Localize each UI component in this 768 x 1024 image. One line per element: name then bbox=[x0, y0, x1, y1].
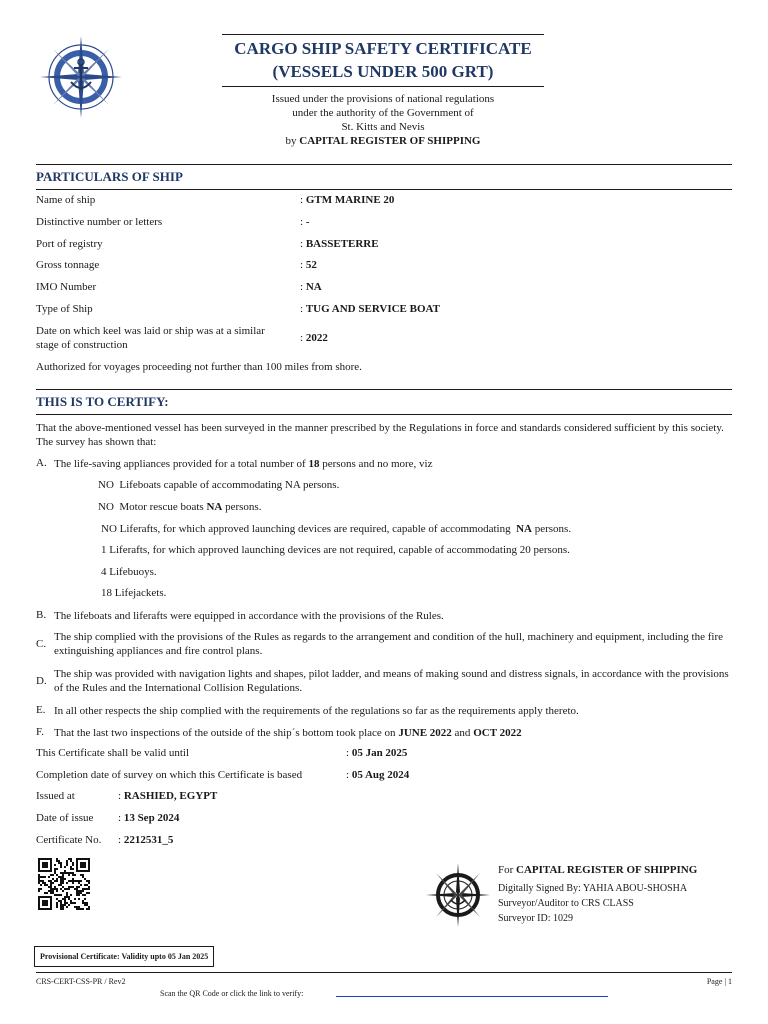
issued-at-label: Issued at bbox=[36, 790, 75, 802]
name-of-ship-label: Name of ship bbox=[36, 194, 96, 206]
issued-line-2: under the authority of the Government of bbox=[292, 107, 474, 119]
keel-date-value: : 2022 bbox=[300, 332, 328, 344]
name-of-ship-value: : GTM MARINE 20 bbox=[300, 194, 395, 206]
particulars-heading: PARTICULARS OF SHIP bbox=[36, 169, 183, 184]
issued-at-value: : RASHIED, EGYPT bbox=[118, 790, 218, 802]
crs-seal-icon bbox=[424, 862, 492, 928]
page-number: Page | 1 bbox=[706, 977, 732, 986]
liferafts-devices-required-line: NO Liferafts, for which approved launching devices are required, capable of accommodating NA persons. bbox=[101, 523, 572, 535]
item-f-letter: F. bbox=[36, 726, 44, 738]
qr-code-icon[interactable] bbox=[38, 858, 90, 910]
footer-rule bbox=[36, 972, 732, 973]
port-of-registry-label: Port of registry bbox=[36, 238, 103, 250]
certificate-title: CARGO SHIP SAFETY CERTIFICATE bbox=[234, 39, 532, 58]
item-a-letter: A. bbox=[36, 457, 47, 469]
item-b-letter: B. bbox=[36, 609, 47, 621]
issued-line-1: Issued under the provisions of national regulations bbox=[271, 93, 495, 105]
divider bbox=[36, 389, 732, 390]
certificate-subtitle: (VESSELS UNDER 500 GRT) bbox=[272, 62, 494, 81]
lifeboats-line: NO Lifeboats capable of accommodating NA persons. bbox=[98, 479, 340, 491]
issued-line-3: St. Kitts and Nevis bbox=[341, 121, 425, 133]
digitally-signed-by: Digitally Signed By: YAHIA ABOU-SHOSHA bbox=[498, 883, 688, 894]
item-f-text: That the last two inspections of the outside of the ship´s bottom took place on JUNE 2022 and OCT 2022 bbox=[54, 727, 522, 739]
surveyor-id: Surveyor ID: 1029 bbox=[498, 913, 573, 924]
item-d-letter: D. bbox=[36, 675, 47, 687]
lifebuoys-line: 4 Lifebuoys. bbox=[101, 566, 157, 578]
valid-until-label: This Certificate shall be valid until bbox=[36, 747, 190, 759]
certificate-number-value: : 2212531_5 bbox=[118, 834, 174, 846]
type-of-ship-label: Type of Ship bbox=[36, 303, 93, 315]
voyage-limit-note: Authorized for voyages proceeding not further than 100 miles from shore. bbox=[36, 361, 362, 373]
divider bbox=[36, 414, 732, 415]
issued-by-line bbox=[220, 134, 546, 148]
gross-tonnage-value: : 52 bbox=[300, 259, 317, 271]
distinctive-number-value: : - bbox=[300, 216, 310, 228]
imo-number-value: : NA bbox=[300, 281, 322, 293]
date-of-issue-label: Date of issue bbox=[36, 812, 94, 824]
issued-by-org: CAPITAL REGISTER OF SHIPPING bbox=[299, 135, 481, 147]
distinctive-number-label: Distinctive number or letters bbox=[36, 216, 163, 228]
lifejackets-line: 18 Lifejackets. bbox=[101, 587, 167, 599]
survey-intro: That the above-mentioned vessel has been surveyed in the manner prescribed by the Regulations in force and standards considered sufficient by this society. The survey has shown that: bbox=[36, 422, 724, 448]
certify-heading: THIS IS TO CERTIFY: bbox=[36, 394, 169, 409]
rescue-boats-line: NO Motor rescue boats NA persons. bbox=[98, 501, 262, 513]
keel-date-label: Date on which keel was laid or ship was at a similar stage of construction bbox=[36, 325, 265, 351]
divider bbox=[36, 164, 732, 165]
provisional-certificate-box: Provisional Certificate: Validity upto 05 Jan 2025 bbox=[34, 946, 214, 967]
item-a-text: The life-saving appliances provided for a total number of 18 persons and no more, viz bbox=[54, 458, 433, 470]
completion-date-value: : 05 Aug 2024 bbox=[346, 769, 410, 781]
title-bottom-rule bbox=[222, 86, 544, 87]
item-c-letter: C. bbox=[36, 638, 47, 650]
item-e-letter: E. bbox=[36, 704, 46, 716]
document-code: CRS-CERT-CSS-PR / Rev2 bbox=[36, 977, 126, 986]
issued-by-prefix: by bbox=[285, 135, 297, 147]
verify-instruction: Scan the QR Code or click the link to verify: bbox=[160, 989, 304, 998]
certificate-number-label: Certificate No. bbox=[36, 834, 102, 846]
date-of-issue-value: : 13 Sep 2024 bbox=[118, 812, 180, 824]
divider bbox=[36, 189, 732, 190]
imo-number-label: IMO Number bbox=[36, 281, 97, 293]
type-of-ship-value: : TUG AND SERVICE BOAT bbox=[300, 303, 440, 315]
gross-tonnage-label: Gross tonnage bbox=[36, 259, 100, 271]
item-c-text: The ship complied with the provisions of the Rules as regards to the arrangement and condition of the hull, machinery and equipment, including the fire extinguishing appliances and fire control plans. bbox=[54, 631, 723, 657]
port-of-registry-value: : BASSETERRE bbox=[300, 238, 379, 250]
liferafts-devices-not-required-line: 1 Liferafts, for which approved launching devices are not required, capable of accommodating 20 persons. bbox=[101, 544, 570, 556]
item-d-text: The ship was provided with navigation lights and shapes, pilot ladder, and means of making sound and distress signals, in accordance with the provisions of the Rules and the International Collision Regulations. bbox=[54, 668, 729, 694]
item-e-text: In all other respects the ship complied with the requirements of the regulations so far as the requirements apply thereto. bbox=[54, 705, 579, 717]
title-top-rule bbox=[222, 34, 544, 35]
crs-logo-icon bbox=[38, 34, 124, 120]
for-org-line: For CAPITAL REGISTER OF SHIPPING bbox=[498, 864, 698, 876]
item-b-text: The lifeboats and liferafts were equipped in accordance with the provisions of the Rules. bbox=[54, 610, 444, 622]
completion-date-label: Completion date of survey on which this Certificate is based bbox=[36, 769, 303, 781]
surveyor-role: Surveyor/Auditor to CRS CLASS bbox=[498, 898, 634, 909]
valid-until-value: : 05 Jan 2025 bbox=[346, 747, 408, 759]
issued-under-text bbox=[220, 92, 546, 148]
verify-link[interactable] bbox=[336, 996, 608, 997]
